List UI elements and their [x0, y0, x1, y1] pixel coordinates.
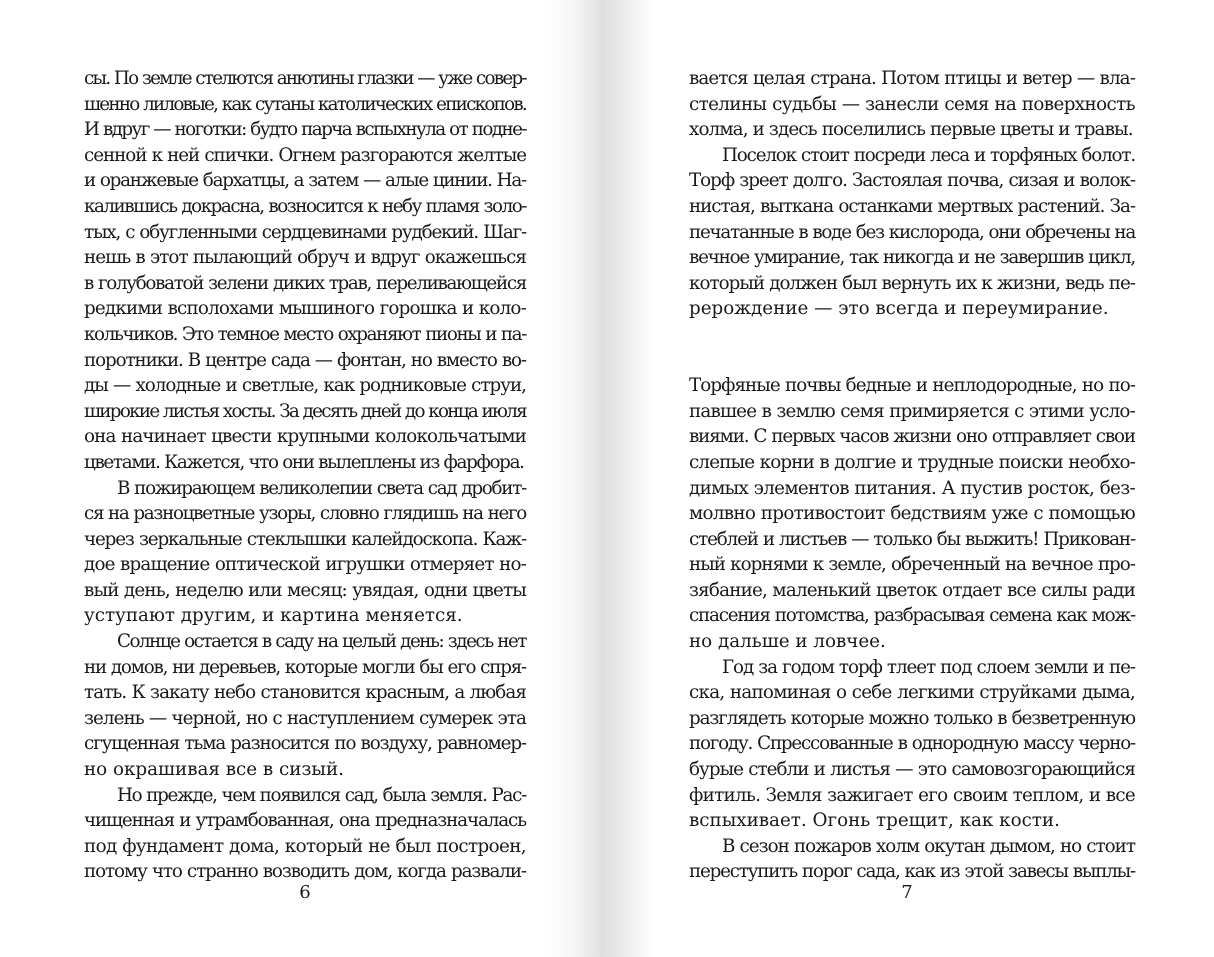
text-line: бурые стебли и листья — это самовозгорающийся [689, 759, 1135, 781]
text-line: поротники. В центре сада — фонтан, но вместо во- [84, 349, 526, 371]
text-line: Торфяные почвы бедные и неплодородные, но по- [689, 375, 1135, 397]
text-line: рерождение — это всегда и переумирание. [689, 298, 1109, 320]
text-line: переступить порог сада, как из этой завесы выплы- [689, 861, 1135, 883]
text-line: печатанные в воде без кислорода, они обречены на [689, 221, 1135, 243]
text-line: стелины судьбы — занесли семя на поверхность [689, 93, 1135, 115]
text-line: вспыхивает. Огонь трещит, как кости. [689, 810, 1060, 832]
page-number: 7 [901, 882, 913, 903]
text-line: ный корнями к земле, обреченный на вечное про- [689, 554, 1135, 576]
text-line: ни домов, ни деревьев, которые могли бы его спря- [84, 656, 526, 678]
text-line: И вдруг — ноготки: будто парча вспыхнула от подне- [84, 119, 526, 141]
text-line: разглядеть которые можно только в безветренную [689, 707, 1135, 729]
text-line: дое вращение оптической игрушки отмеряет но- [84, 554, 526, 576]
text-line: вечное умирание, так никогда и не завершив цикл, [689, 247, 1135, 269]
page-text [689, 66, 1135, 885]
text-line: сенной к ней спички. Огнем разгораются желтые [84, 144, 526, 166]
text-line: цветами. Кажется, что они вылеплены из фарфора. [84, 451, 524, 473]
text-line: уступают другим, и картина меняется. [84, 605, 463, 627]
text-line: павшее в землю семя примиряется с этими усло- [689, 400, 1135, 422]
text-line: спасения потомства, разбрасывая семена как мож- [689, 605, 1135, 627]
text-line: Поселок стоит посреди леса и торфяных болот. [722, 144, 1135, 166]
text-line: Торф зреет долго. Застоялая почва, сизая и волок- [689, 170, 1135, 192]
section-break [689, 322, 1135, 373]
text-line: погоду. Спрессованные в однородную массу черно- [689, 733, 1135, 755]
text-line: Год за годом торф тлеет под слоем земли и пе- [722, 656, 1135, 678]
text-line: шенно лиловые, как сутаны католических епископов. [84, 93, 526, 115]
text-line: потому что странно возводить дом, когда развали- [84, 861, 526, 883]
text-line: ся на разноцветные узоры, словно глядишь на него [84, 503, 526, 525]
text-line: через зеркальные стеклышки калейдоскопа. Каж- [84, 528, 526, 550]
text-line: В пожирающем великолепии света сад дробит- [117, 477, 526, 499]
text-line: в голубоватой зелени диких трав, переливающейся [84, 272, 526, 294]
text-line: сы. По земле стелются анютины глазки — уже совер- [84, 68, 526, 89]
text-line: широкие листья хосты. За десять дней до конца июля [84, 400, 526, 422]
text-line: редкими всполохами мышиного горошка и коло- [84, 298, 526, 320]
text-line: Солнце остается в саду на целый день: здесь нет [117, 631, 526, 653]
text-line: виями. С первых часов жизни оно отправляет свои [689, 426, 1135, 448]
page-left [0, 0, 600, 957]
text-line: и оранжевые бархатцы, а затем — алые цинии. На- [84, 170, 526, 192]
text-line: слепые корни в долгие и трудные поиски необхо- [689, 451, 1135, 473]
text-line: вается целая страна. Потом птицы и ветер — вла- [689, 68, 1135, 89]
page-number: 6 [299, 882, 311, 903]
text-line: нешь в этот пылающий обруч и вдруг окажешься [84, 247, 526, 269]
text-line: под фундамент дома, который не был построен, [84, 835, 526, 857]
text-line: кольчиков. Это темное место охраняют пионы и па- [84, 323, 526, 345]
text-line: который должен был вернуть их к жизни, ведь пе- [689, 272, 1135, 294]
text-line: зелень — черной, но с наступлением сумерек эта [84, 707, 526, 729]
text-line: калившись докрасна, возносится к небу пламя золо- [84, 195, 526, 217]
text-line: молвно противостоит бедствиям уже с помощью [689, 503, 1135, 525]
text-line: стеблей и листьев — только бы выжить! Прикован- [689, 528, 1135, 550]
text-line: холма, и здесь поселились первые цветы и травы. [689, 119, 1133, 141]
text-line: тых, с обугленными сердцевинами рудбекий. Шаг- [84, 221, 526, 243]
text-line: нистая, выткана останками мертвых растений. За- [689, 195, 1135, 217]
page-right [607, 0, 1214, 957]
text-line: сгущенная тьма разносится по воздуху, равномер- [84, 733, 526, 755]
text-line: ды — холодные и светлые, как родниковые струи, [84, 375, 526, 397]
text-line: фитиль. Земля зажигает его своим теплом, и все [689, 784, 1135, 806]
text-line: но дальше и ловчее. [689, 631, 886, 653]
text-line: вый день, неделю или месяц: увядая, одни цветы [84, 579, 526, 601]
text-line: чищенная и утрамбованная, она предназначалась [84, 810, 526, 832]
text-line: Но прежде, чем появился сад, была земля. Рас- [117, 784, 526, 806]
text-line: но окрашивая все в сизый. [84, 759, 344, 781]
text-line: димых элементов питания. А пустив росток, без- [689, 477, 1135, 499]
page-text [84, 66, 526, 885]
text-line: В сезон пожаров холм окутан дымом, но стоит [722, 835, 1135, 857]
text-line: зябание, маленький цветок отдает все силы ради [689, 579, 1135, 601]
text-line: ска, напоминая о себе легкими струйками дыма, [689, 682, 1135, 704]
text-line: тать. К закату небо становится красным, а любая [84, 682, 526, 704]
text-line: она начинает цвести крупными колокольчатыми [84, 426, 526, 448]
